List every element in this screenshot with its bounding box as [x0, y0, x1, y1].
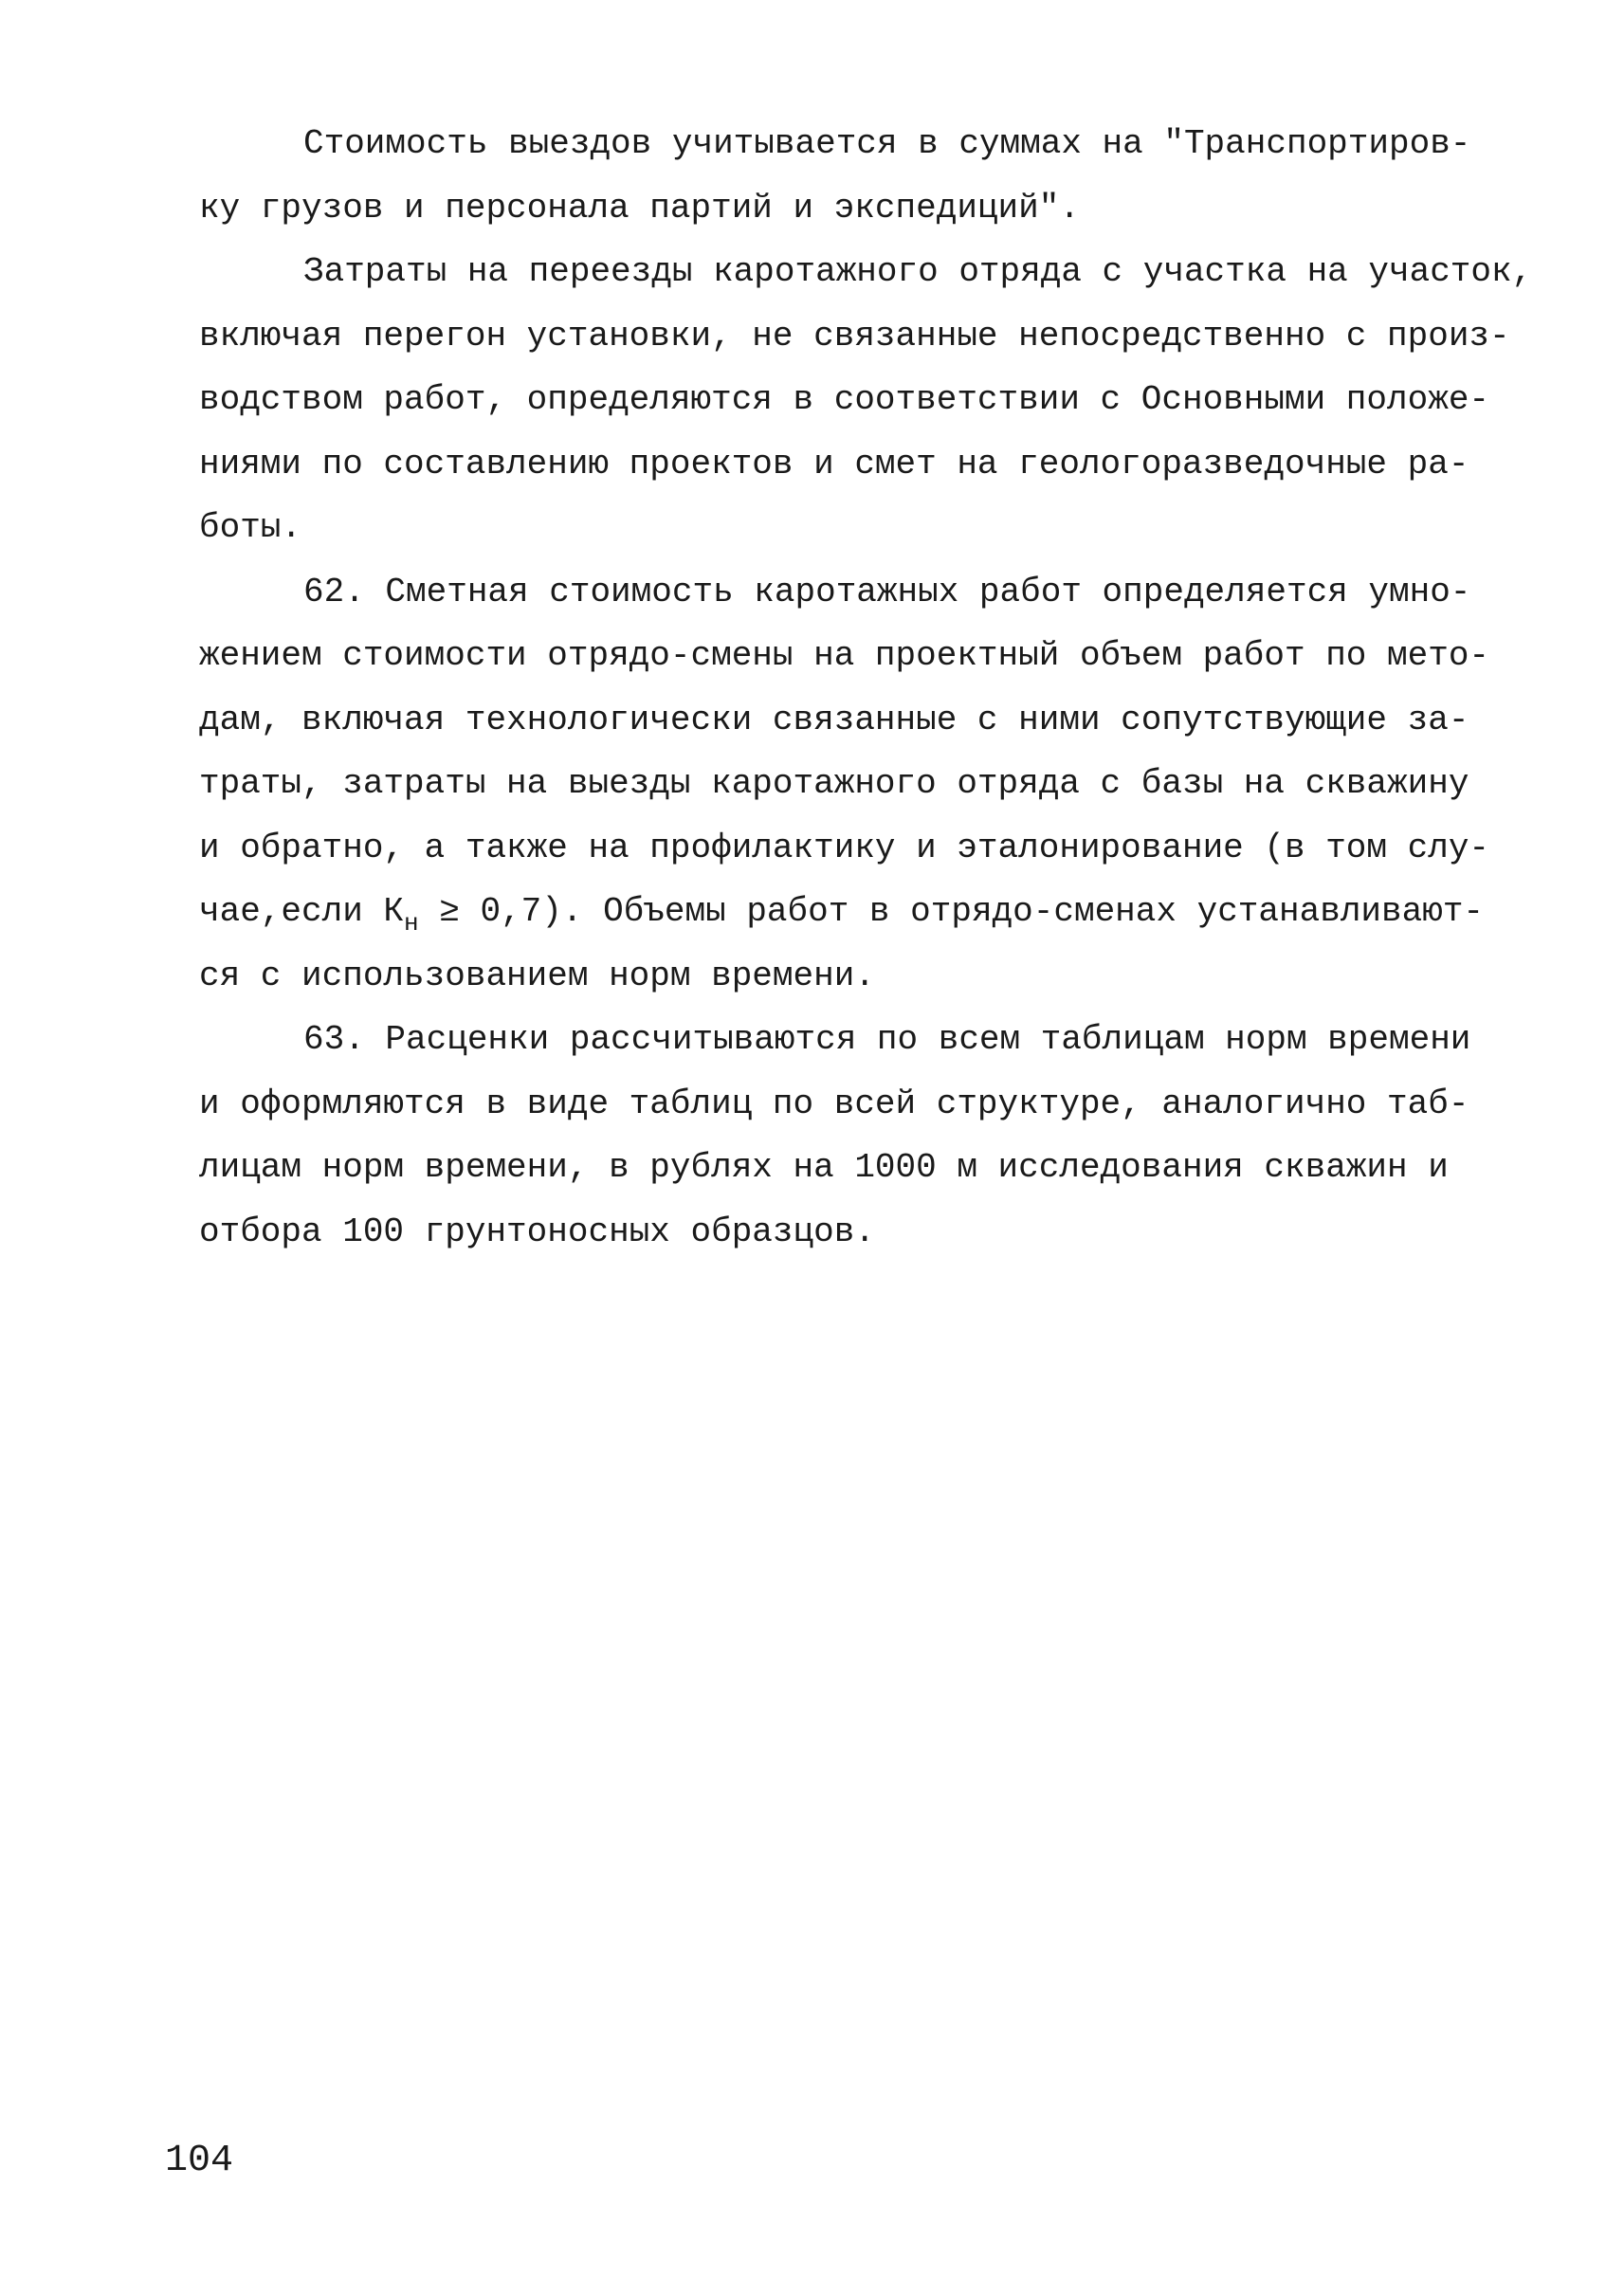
paragraph-2-line-5: боты.: [199, 508, 302, 547]
paragraph-3-line-7: ся с использованием норм времени.: [199, 956, 875, 995]
paragraph-3-line-4: траты, затраты на выезды каротажного отряда с базы на скважину: [199, 764, 1469, 803]
paragraph-2-line-1: Затраты на переезды каротажного отряда с участка на участок,: [303, 252, 1533, 291]
formula-text-before: чае,если К: [199, 892, 405, 931]
formula-subscript: н: [404, 909, 419, 938]
paragraph-3-line-1: 62. Сметная стоимость каротажных работ определяется умно-: [303, 572, 1471, 611]
paragraph-3-line-5: и обратно, а также на профилактику и эталонирование (в том слу-: [199, 828, 1490, 867]
paragraph-3-formula-line: [199, 880, 1488, 944]
paragraph-3-line-2: жением стоимости отрядо-смены на проектный объем работ по мето-: [199, 636, 1490, 675]
formula-text-after: ≥ 0,7). Объемы работ в отрядо-сменах устанавливают-: [418, 892, 1485, 931]
paragraph-3-line-3: дам, включая технологически связанные с ними сопутствующие за-: [199, 700, 1469, 739]
paragraph-4-line-4: отбора 100 грунтоносных образцов.: [199, 1212, 875, 1251]
body-text: [199, 112, 1533, 1264]
paragraph-1-line-1: Стоимость выездов учитывается в суммах на "Транспортиров-: [303, 124, 1471, 163]
paragraph-1-line-2: ку грузов и персонала партий и экспедиций".: [199, 188, 1080, 228]
paragraph-2-line-4: ниями по составлению проектов и смет на геологоразведочные ра-: [199, 444, 1469, 483]
page-number: 104: [165, 2140, 234, 2182]
paragraph-2-line-2: включая перегон установки, не связанные непосредственно с произ-: [199, 316, 1510, 355]
paragraph-4-line-3: лицам норм времени, в рублях на 1000 м исследования скважин и: [199, 1148, 1449, 1187]
paragraph-2-line-3: водством работ, определяются в соответствии с Основными положе-: [199, 380, 1490, 419]
paragraph-4-line-1: 63. Расценки рассчитываются по всем таблицам норм времени: [303, 1020, 1471, 1059]
paragraph-4-line-2: и оформляются в виде таблиц по всей структуре, аналогично таб-: [199, 1084, 1469, 1123]
